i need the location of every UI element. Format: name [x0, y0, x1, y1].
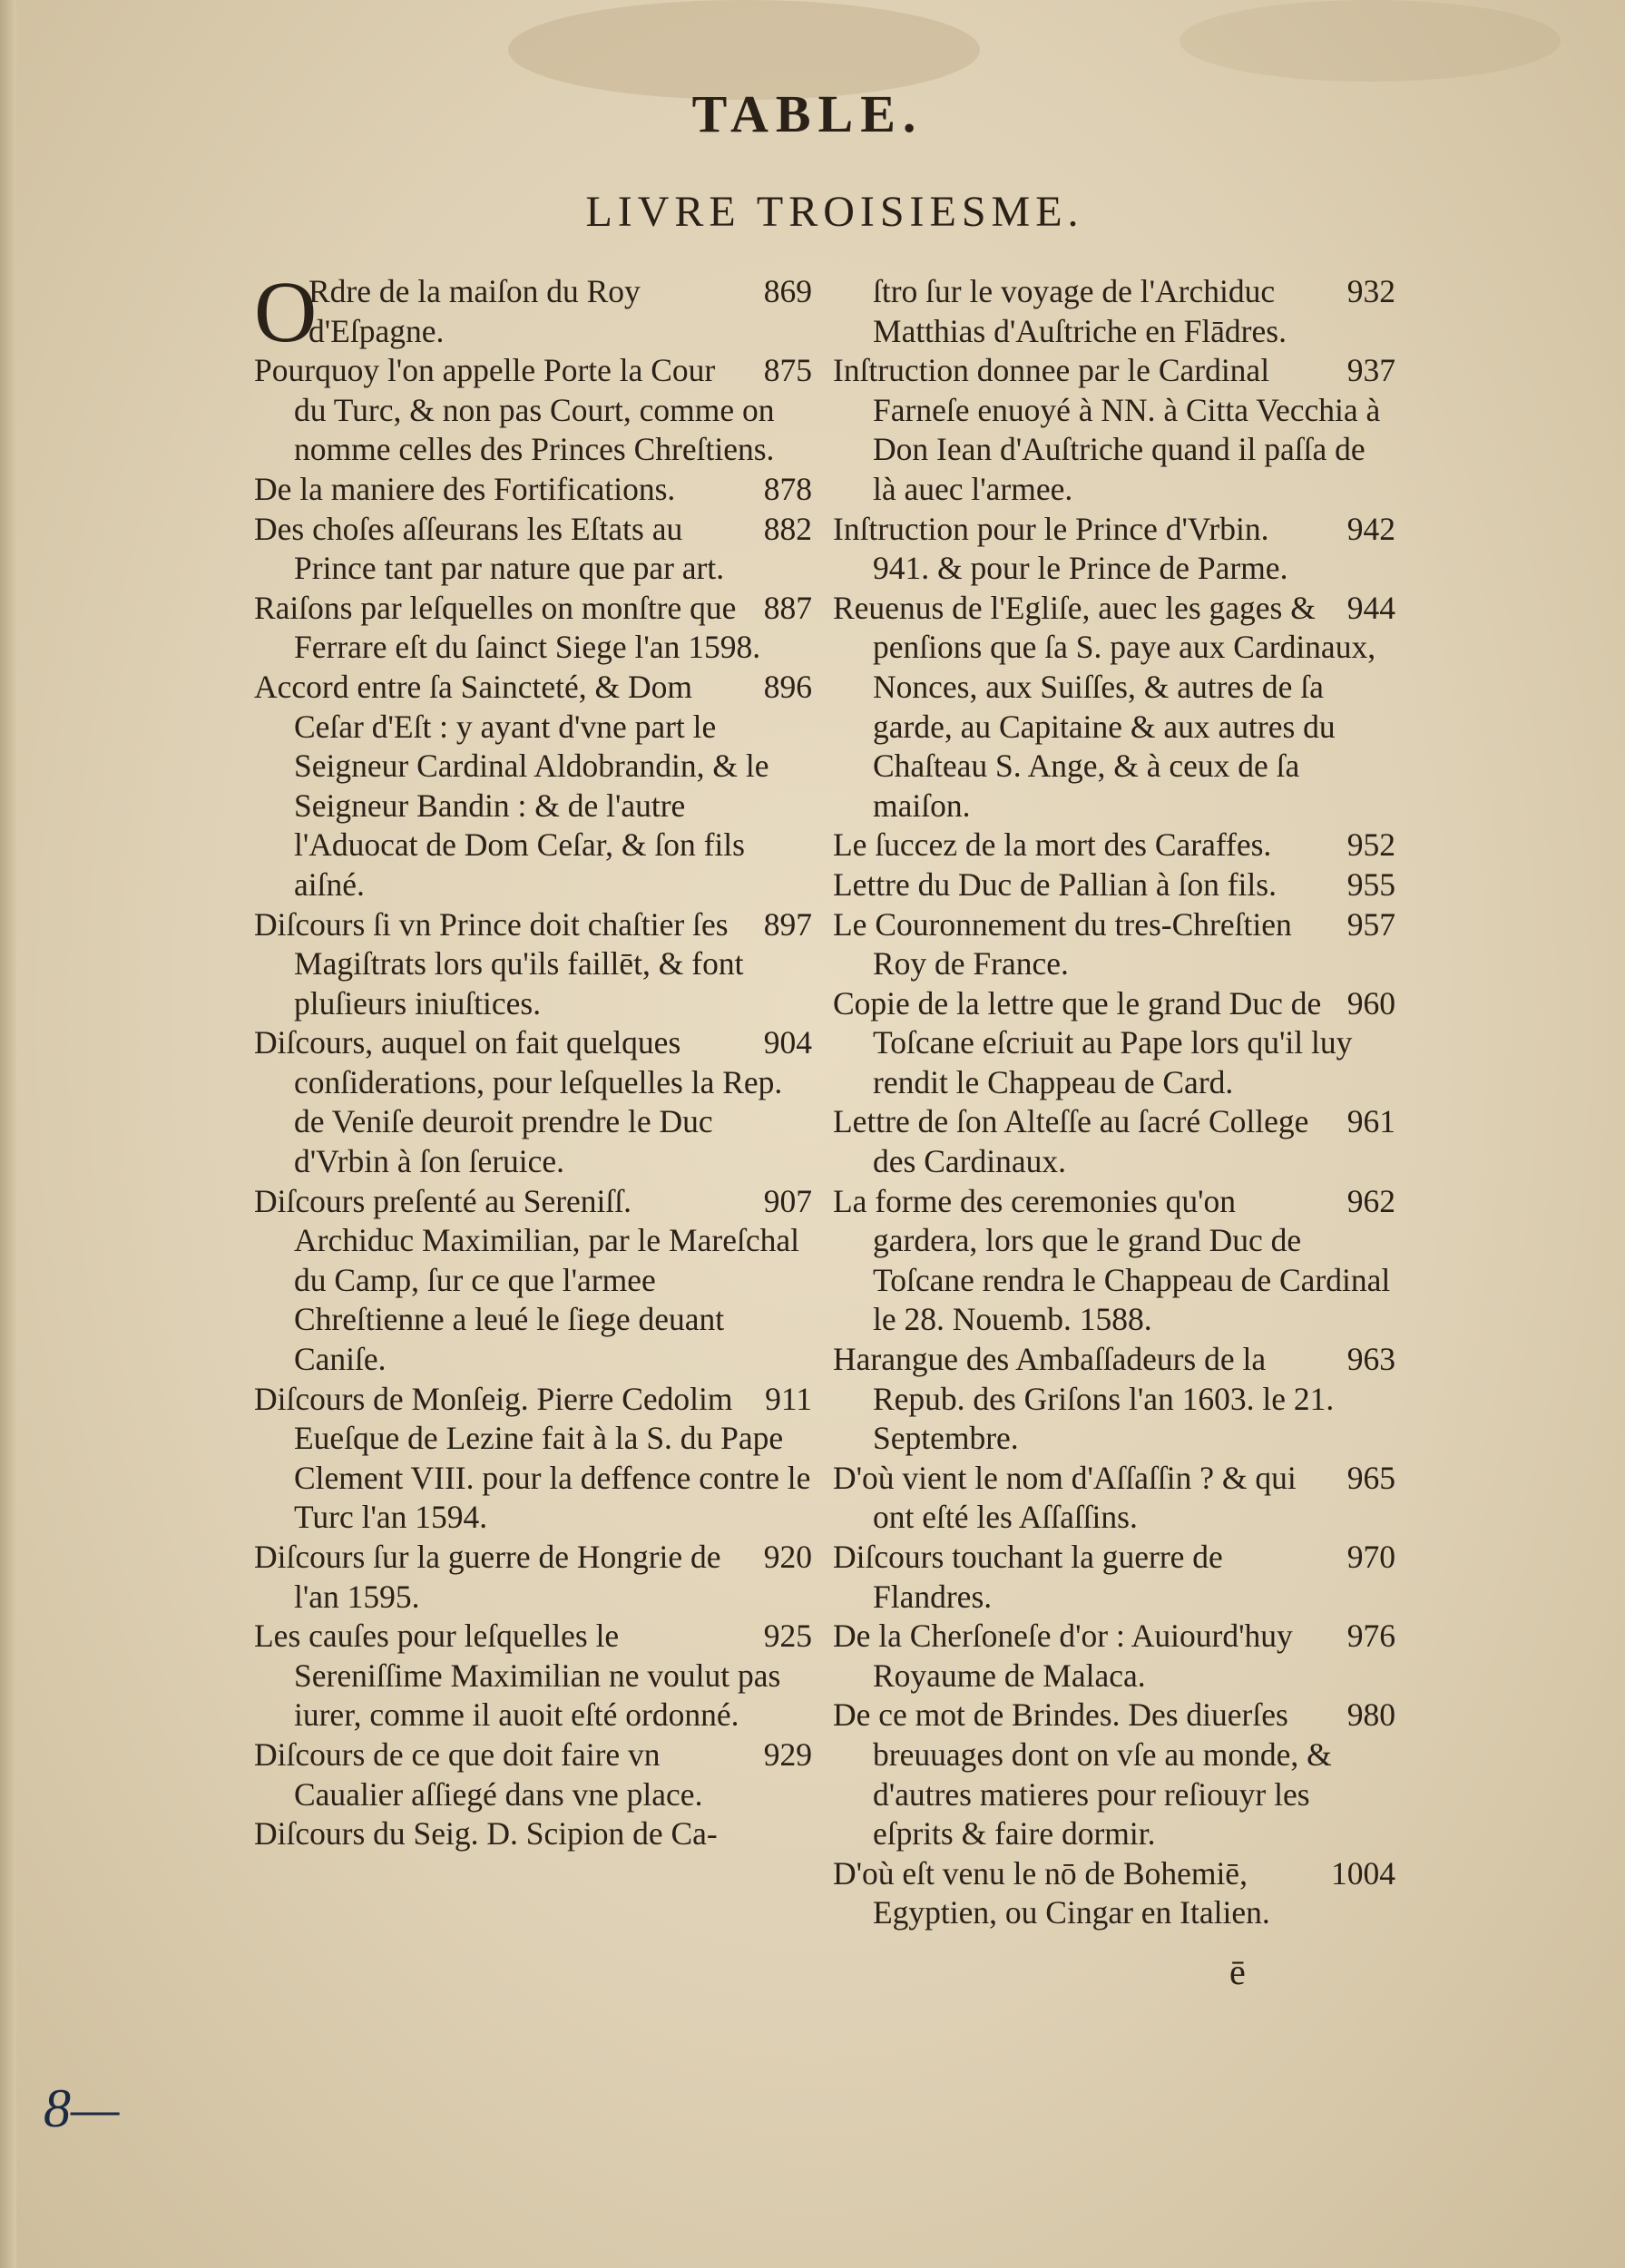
toc-entry-text: La forme des ceremonies qu'on gardera, lors que le grand Duc de Toſcane rendra le Chappeau de Cardinal le 28. Nouemb. 1588. [833, 1182, 1391, 1338]
toc-entry [833, 1538, 1395, 1617]
toc-entry [833, 272, 1395, 351]
toc-page-number: 897 [763, 905, 812, 943]
toc-page-number: 887 [763, 589, 812, 626]
toc-page-number: 878 [763, 470, 812, 507]
toc-entry-text: Harangue des Ambaſſadeurs de la Repub. des Griſons l'an 1603. le 21. Septembre. [833, 1341, 1335, 1457]
toc-entry [254, 351, 812, 470]
toc-entry-text: De la maniere des Fortifications. [254, 470, 676, 507]
left-column [254, 263, 812, 1854]
toc-entry [254, 470, 812, 510]
toc-entry-text: Le ſuccez de la mort des Caraffes. [833, 826, 1272, 864]
toc-entry-text: De la Cherſoneſe d'or : Auiourd'huy Royaume de Malaca. [833, 1618, 1293, 1694]
toc-entry-text: Diſcours, auquel on fait quelques conſiderations, pour leſquelles la Rep. de Veniſe deuroit prendre le Duc d'Vrbin à ſon ſeruice. [254, 1024, 783, 1180]
top-right-stain [1180, 0, 1561, 82]
right-column [833, 272, 1395, 1933]
toc-entry-text: Le Couronnement du tres-Chreſtien Roy de France. [833, 905, 1292, 982]
toc-page-number: 963 [1346, 1341, 1395, 1378]
toc-entry-text: Rdre de la maiſon du Roy d'Eſpagne. [308, 273, 641, 349]
toc-page-number: 960 [1346, 984, 1395, 1022]
toc-entry [833, 905, 1395, 984]
toc-page-number: 962 [1346, 1182, 1395, 1219]
toc-entry-text: ſtro ſur le voyage de l'Archiduc Matthias d'Auſtriche en Flādres. [873, 273, 1287, 349]
toc-page-number: 911 [765, 1380, 812, 1417]
toc-page-number: 932 [1346, 273, 1395, 309]
toc-entry-text: Copie de la lettre que le grand Duc de Toſcane eſcriuit au Pape lors qu'il luy rendit le Chappeau de Card. [833, 984, 1353, 1100]
toc-entry-text: D'où vient le nom d'Aſſaſſin ? & qui ont eſté les Aſſaſſins. [833, 1459, 1297, 1536]
toc-entry-text: Des choſes aſſeurans les Eſtats au Prince tant par nature que par art. [254, 510, 725, 587]
drop-cap: O [254, 263, 318, 360]
toc-entry-text: Diſcours de Monſeig. Pierre Cedolim Eueſque de Lezine fait à la S. du Pape Clement VIII. pour la deffence contre le Turc l'an 1594. [254, 1380, 811, 1536]
toc-entry [833, 351, 1395, 509]
toc-entry [254, 1380, 812, 1538]
toc-page-number: 942 [1346, 510, 1395, 547]
toc-entry-text: Lettre de ſon Alteſſe au ſacré College des Cardinaux. [833, 1103, 1309, 1180]
toc-entry [833, 1340, 1395, 1459]
toc-page-number: 970 [1346, 1539, 1395, 1575]
toc-page-number: 869 [763, 273, 812, 309]
toc-entry [833, 1617, 1395, 1696]
toc-entry [254, 589, 812, 668]
toc-page-number: 965 [1346, 1459, 1395, 1496]
toc-entry-text: Diſcours de ce que doit faire vn Caualier aſſiegé dans vne place. [254, 1735, 703, 1813]
toc-entry [254, 510, 812, 589]
toc-entry-text: Diſcours touchant la guerre de Flandres. [833, 1539, 1223, 1615]
toc-entry [833, 589, 1395, 826]
toc-entry-text: Lettre du Duc de Pallian à ſon fils. [833, 865, 1277, 903]
toc-page-number: 929 [763, 1735, 812, 1773]
toc-page-number: 920 [763, 1539, 812, 1575]
toc-entry-text: Accord entre ſa Saincteté, & Dom Ceſar d'Eſt : y ayant d'vne part le Seigneur Cardinal Aldobrandin, & le Seigneur Bandin : & de l'autre l'Aduocat de Dom Ceſar, & ſon fils aiſné. [254, 668, 769, 903]
toc-entry-text: Les cauſes pour leſquelles le Sereniſſime Maximilian ne voulut pas iurer, comme il auoit eſté ordonné. [254, 1618, 781, 1734]
toc-entry [254, 263, 812, 360]
toc-page-number: 980 [1346, 1696, 1395, 1734]
toc-page-number: 1004 [1331, 1854, 1395, 1892]
toc-entry [833, 826, 1395, 865]
toc-entry [254, 1617, 812, 1735]
toc-page-number: 976 [1346, 1618, 1395, 1655]
toc-entry [833, 1102, 1395, 1181]
toc-page-number: 955 [1346, 865, 1395, 903]
toc-page-number: 907 [763, 1182, 812, 1219]
toc-entry-text: Reuenus de l'Egliſe, auec les gages & penſions que ſa S. paye aux Cardinaux, Nonces, aux Suiſſes, & autres de ſa garde, au Capitaine & aux autres du Chaſteau S. Ange, & à ceux de ſa maiſon. [833, 589, 1376, 824]
toc-entry-text: Raiſons par leſquelles on monſtre que Ferrare eſt du ſainct Siege l'an 1598. [254, 589, 761, 666]
toc-entry [833, 1854, 1395, 1933]
toc-entry-text: Diſcours preſenté au Sereniſſ. Archiduc Maximilian, par le Mareſchal du Camp, ſur ce que l'armee Chreſtienne a leué le ſiege deuant Caniſe. [254, 1182, 799, 1378]
toc-entry-text: Inſtruction pour le Prince d'Vrbin. 941. & pour le Prince de Parme. [833, 510, 1288, 587]
page-title: TABLE. [691, 84, 924, 143]
toc-entry [254, 668, 812, 905]
toc-entry-text: Diſcours du Seig. D. Scipion de Ca- [254, 1815, 718, 1853]
toc-page-number: 961 [1346, 1103, 1395, 1140]
toc-page-number: 882 [763, 510, 812, 547]
toc-entry-text: De ce mot de Brindes. Des diuerſes breuuages dont on vſe au monde, & d'autres matieres pour reſiouyr les eſprits & faire dormir. [833, 1696, 1332, 1853]
toc-entry [254, 1735, 812, 1814]
margin-ink-mark: 8— [44, 2078, 120, 2138]
toc-page-number: 875 [763, 352, 812, 389]
toc-entry [833, 1696, 1395, 1853]
toc-page-number: 904 [763, 1024, 812, 1061]
toc-page-number: 925 [763, 1618, 812, 1655]
section-heading: LIVRE TROISIESME. [585, 188, 1084, 236]
toc-entry-text: Inſtruction donnee par le Cardinal Farneſe enuoyé à NN. à Citta Vecchia à Don Iean d'Auſtriche quand il paſſa de là auec l'armee. [833, 352, 1381, 507]
toc-entry [833, 865, 1395, 905]
toc-entry-text: Diſcours ſur la guerre de Hongrie de l'an 1595. [254, 1539, 721, 1615]
signature-mark: ē [1229, 1951, 1246, 1992]
toc-page-number: 937 [1346, 352, 1395, 389]
toc-page-number: 944 [1346, 589, 1395, 626]
toc-entry [254, 1182, 812, 1380]
toc-entry [833, 510, 1395, 589]
toc-page-number: 896 [763, 668, 812, 705]
toc-entry [254, 1814, 812, 1854]
toc-entry [254, 1023, 812, 1181]
toc-entry [833, 984, 1395, 1103]
toc-page-number: 952 [1346, 826, 1395, 864]
page-edge [0, 0, 16, 2268]
toc-entry-text: D'où eſt venu le nō de Bohemiē, Egyptien, ou Cingar en Italien. [833, 1854, 1270, 1931]
toc-entry-text: Pourquoy l'on appelle Porte la Cour du Turc, & non pas Court, comme on nomme celles des Princes Chreſtiens. [254, 352, 775, 468]
toc-entry [833, 1459, 1395, 1538]
toc-page-number: 957 [1346, 905, 1395, 943]
toc-entry-text: Diſcours ſi vn Prince doit chaſtier ſes Magiſtrats lors qu'ils faillēt, & font pluſieurs iniuſtices. [254, 905, 744, 1022]
toc-entry [254, 1538, 812, 1617]
toc-entry [833, 1182, 1395, 1340]
toc-entry [254, 905, 812, 1024]
